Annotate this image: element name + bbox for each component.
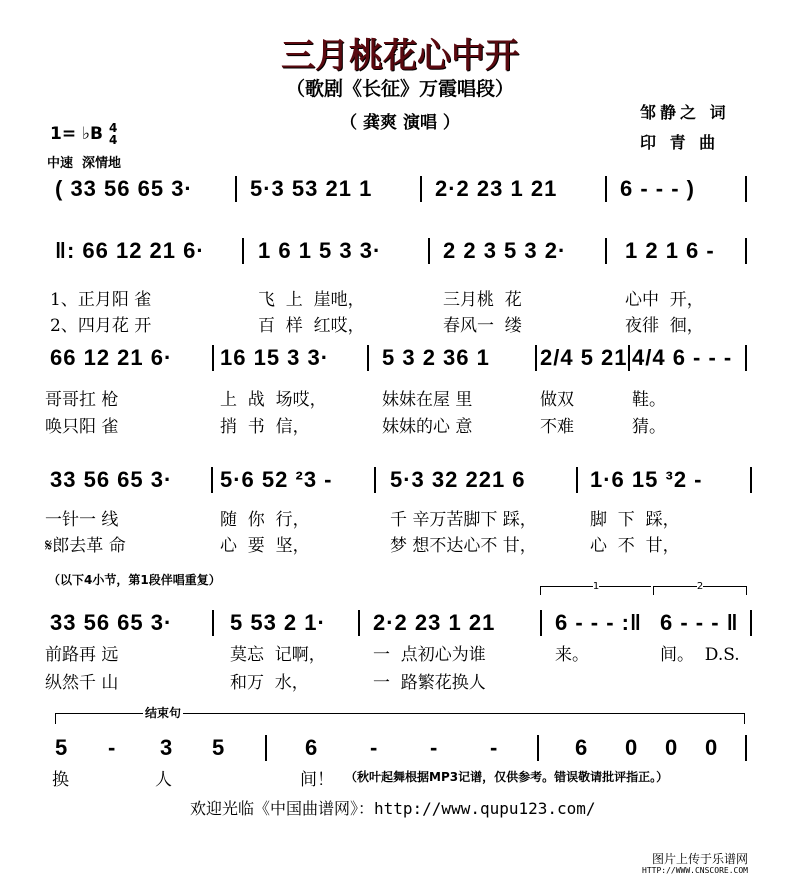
- volta-1-label: 1: [592, 581, 600, 592]
- lyric-segment: 不难: [540, 417, 574, 437]
- measure: 6 - - - :‖: [555, 610, 642, 635]
- key-signature: [50, 122, 117, 146]
- lyric-segment: 捎 书 信，: [220, 417, 310, 437]
- ending-lyric: 间！: [300, 770, 334, 790]
- time-top: 4: [108, 121, 118, 135]
- lyric-segment: 1、正月阳 雀: [50, 290, 152, 310]
- bar-line: [428, 238, 430, 264]
- transcriber-comment: （秋叶起舞根据MP3记谱，仅供参考。错误敬请批评指正。）: [345, 770, 669, 784]
- measure: 2/4 5 21: [540, 345, 628, 370]
- lyric-segment: 妹妹在屋 里: [382, 390, 473, 410]
- bar-line: [605, 176, 607, 202]
- ending-note: -: [370, 735, 379, 760]
- lyric-segment: 脚 下 踩，: [590, 510, 680, 530]
- lyric-segment: 做双: [540, 390, 574, 410]
- measure: 33 56 65 3·: [50, 467, 173, 492]
- ending-note: -: [430, 735, 439, 760]
- measure: 1 6 1 5 3 3·: [258, 238, 382, 263]
- bar-line: [745, 345, 747, 371]
- watermark-text: 图片上传于乐谱网: [652, 852, 749, 866]
- singer: （ 龚爽 演唱 ）: [340, 113, 460, 133]
- song-title: 三月桃花心中开: [281, 36, 519, 76]
- bar-line: [358, 610, 360, 636]
- lyric-segment: 鞋。: [632, 390, 666, 410]
- subtitle: （歌剧《长征》万霞唱段）: [285, 78, 514, 100]
- lyric-segment: 三月桃 花: [443, 290, 522, 310]
- volta-2-label: 2: [696, 581, 704, 592]
- ending-note: -: [108, 735, 117, 760]
- lyric-segment: 2、四月花 开: [50, 316, 152, 336]
- measure: 6 - - - ): [620, 176, 695, 201]
- watermark-url: HTTP://WWW.CNSCORE.COM: [642, 866, 748, 875]
- bar-line: [605, 238, 607, 264]
- lyric-segment: 一 路繁花换人: [373, 673, 486, 693]
- bar-line: [745, 238, 747, 264]
- ending-lyric: 人: [155, 770, 172, 790]
- bar-line: [535, 345, 537, 371]
- time-bottom: 4: [108, 133, 118, 147]
- lyric-segment: 来。: [555, 645, 589, 665]
- bar-line: [745, 176, 747, 202]
- measure: 16 15 3 3·: [220, 345, 330, 370]
- measure: 5 53 2 1·: [230, 610, 326, 635]
- ending-note: 6: [575, 735, 589, 760]
- measure: 1 2 1 6 -: [625, 238, 715, 263]
- lyric-segment: 梦 想不达心不 甘，: [390, 536, 537, 556]
- lyric-segment: 夜徘 徊，: [625, 316, 704, 336]
- lyric-segment: 上 战 场哎，: [220, 390, 327, 410]
- key: 1= ♭B: [50, 124, 103, 144]
- lyric-segment: 唤只阳 雀: [45, 417, 119, 437]
- bar-line: [367, 345, 369, 371]
- ending-note: 5: [212, 735, 226, 760]
- lyric-segment: 心 不 甘，: [590, 536, 680, 556]
- lyric-segment: 春风一 缕: [443, 316, 522, 336]
- lyric-segment: 随 你 行，: [220, 510, 310, 530]
- ending-label: 结束句: [145, 706, 182, 720]
- lyric-segment: 一 点初心为谁: [373, 645, 486, 665]
- bar-line: [265, 735, 267, 761]
- bar-line: [750, 467, 752, 493]
- lyric-segment: 莫忘 记啊，: [230, 645, 326, 665]
- ending-note: 0: [625, 735, 639, 760]
- lyric-segment: 间。 D.S.: [660, 645, 740, 665]
- bar-line: [540, 610, 542, 636]
- bar-line: [212, 610, 214, 636]
- composer: 印 青 曲: [640, 133, 720, 152]
- bar-line: [537, 735, 539, 761]
- measure: ( 33 56 65 3·: [55, 176, 193, 201]
- lyric-segment: 和万 水，: [230, 673, 309, 693]
- footer-link[interactable]: 欢迎光临《中国曲谱网》：http://www.qupu123.com/: [190, 799, 596, 818]
- measure: 2 2 3 5 3 2·: [443, 238, 567, 263]
- ending-lyric: 换: [52, 770, 69, 790]
- time-signature: [109, 122, 117, 146]
- measure: 33 56 65 3·: [50, 610, 173, 635]
- tempo-marking: 中速 深情地: [47, 156, 122, 171]
- repeat-note: （以下4小节，第1段伴唱重复）: [48, 573, 221, 587]
- ending-note: 3: [160, 735, 174, 760]
- lyric-segment: 心 要 坚，: [220, 536, 310, 556]
- lyric-segment: 千 辛万苦脚下 踩，: [390, 510, 537, 530]
- lyric-segment: 𝄋郎去革 命: [45, 536, 126, 556]
- measure: 1·6 15 ³2 -: [590, 467, 703, 492]
- bar-line: [628, 345, 630, 371]
- lyric-segment: 百 样 红哎，: [258, 316, 365, 336]
- volta-1: [540, 581, 651, 595]
- bar-line: [745, 735, 747, 761]
- ending-note: 0: [665, 735, 679, 760]
- bar-line: [211, 467, 213, 493]
- bar-line: [750, 610, 752, 636]
- volta-2: [653, 581, 747, 595]
- measure: ‖: 66 12 21 6·: [55, 238, 205, 263]
- bar-line: [242, 238, 244, 264]
- lyric-segment: 前路再 远: [45, 645, 119, 665]
- measure: 5·3 32 221 6: [390, 467, 526, 492]
- ending-note: 0: [705, 735, 719, 760]
- ending-note: 5: [55, 735, 69, 760]
- lyric-segment: 心中 开，: [625, 290, 704, 310]
- bar-line: [374, 467, 376, 493]
- measure: 5·3 53 21 1: [250, 176, 373, 201]
- lyric-segment: 猜。: [632, 417, 666, 437]
- measure: 5 3 2 36 1: [382, 345, 490, 370]
- measure: 6 - - - ‖: [660, 610, 739, 635]
- measure: 2·2 23 1 21: [435, 176, 558, 201]
- ending-note: -: [490, 735, 499, 760]
- lyric-segment: 哥哥扛 枪: [45, 390, 119, 410]
- ending-note: 6: [305, 735, 319, 760]
- lyric-segment: 纵然千 山: [45, 673, 119, 693]
- bar-line: [235, 176, 237, 202]
- measure: 5·6 52 ²3 -: [220, 467, 333, 492]
- bar-line: [576, 467, 578, 493]
- bar-line: [212, 345, 214, 371]
- measure: 2·2 23 1 21: [373, 610, 496, 635]
- measure: 66 12 21 6·: [50, 345, 173, 370]
- lyric-segment: 一针一 线: [45, 510, 119, 530]
- bar-line: [420, 176, 422, 202]
- lyric-segment: 妹妹的心 意: [382, 417, 473, 437]
- lyric-segment: 飞 上 崖吔，: [258, 290, 365, 310]
- lyricist: 邹静之 词: [640, 103, 730, 122]
- measure: 4/4 6 - - -: [632, 345, 733, 370]
